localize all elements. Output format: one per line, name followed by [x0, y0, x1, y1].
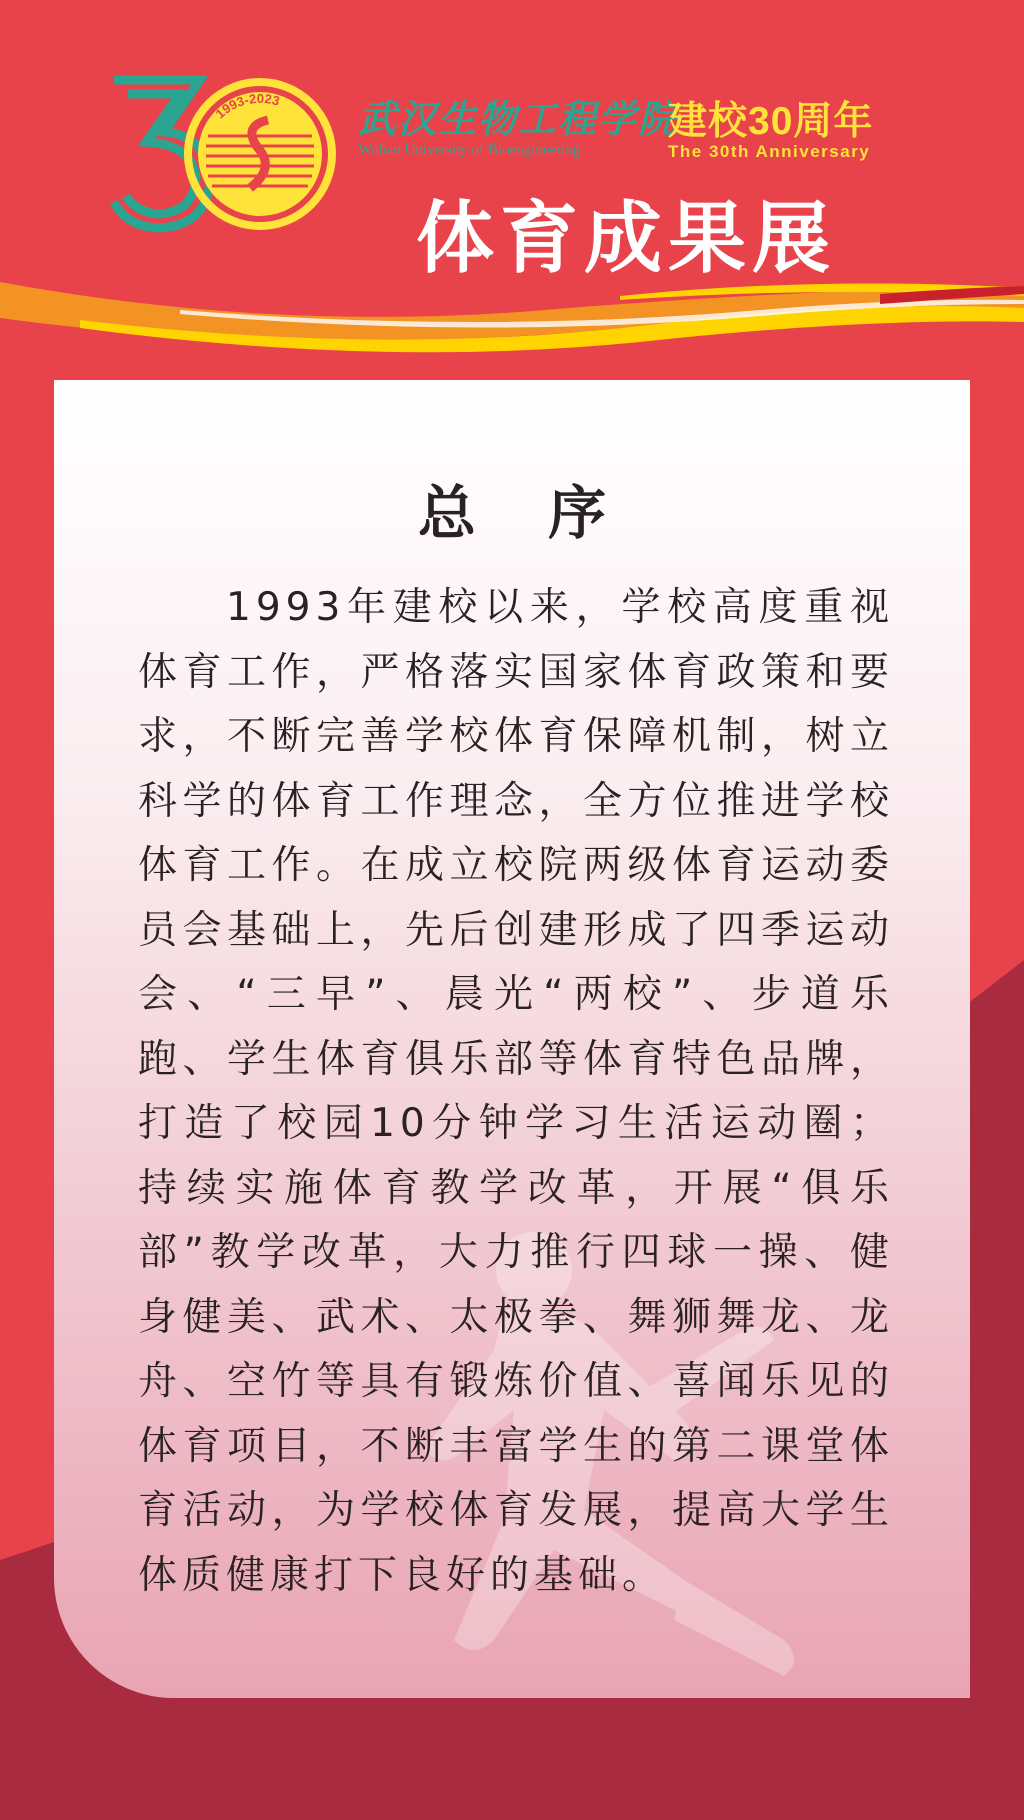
exhibit-title: 体育成果展 [416, 194, 837, 284]
anniversary-chinese: 建校30周年 [668, 100, 874, 143]
content-card [54, 380, 970, 1698]
anniversary-30-logo [108, 74, 340, 234]
section-title: 总 序 [417, 479, 633, 547]
logo-years: 1993-2023 [212, 90, 282, 122]
preface-paragraph: 1993年建校以来，学校高度重视体育工作，严格落实国家体育政策和要求，不断完善学校体育保障机制，树立科学的体育工作理念，全方位推进学校体育工作。在成立校院两级体育运动委员会基础上，先后创建形成了四季运动会、“三早”、晨光“两校”、步道乐跑、学生体育俱乐部等体育特色品牌，打造了校园10分钟学习生活运动圈；持续实施体育教学改革，开展“俱乐部”教学改革，大力推行四球一操、健身健美、武术、太极拳、舞狮舞龙、龙舟、空竹等具有锻炼价值、喜闻乐见的体育项目，不断丰富学生的第二课堂体育活动，为学校体育发展，提高大学生体质健康打下良好的基础。 [138, 585, 894, 1598]
school-name-english: Wuhan University of Bioengineering [358, 142, 581, 158]
decorative-ribbon [0, 260, 1024, 370]
anniversary-english: The 30th Anniversary [668, 142, 871, 161]
school-name-chinese: 武汉生物工程学院 [358, 96, 679, 141]
